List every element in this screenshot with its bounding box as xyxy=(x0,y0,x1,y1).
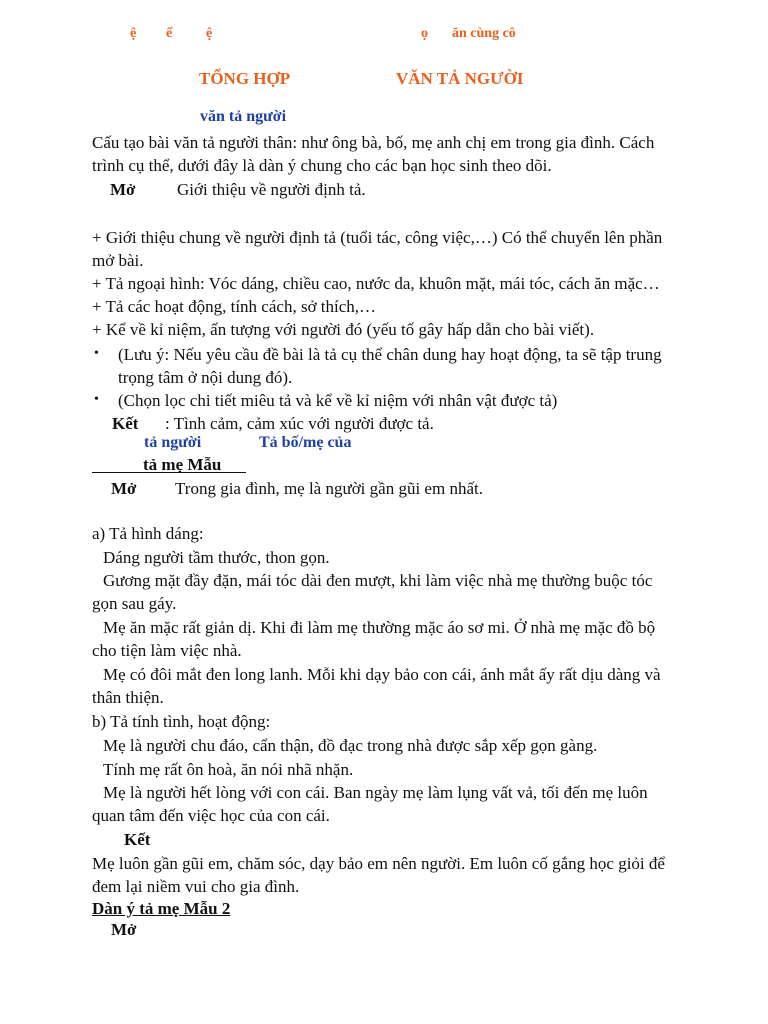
a-line-1: Dáng người tầm thước, thon gọn. xyxy=(103,548,330,567)
header-right-a: ọ xyxy=(421,26,428,41)
b-heading: b) Tả tính tình, hoạt động: xyxy=(92,712,271,731)
ket-label-1: Kết xyxy=(112,414,139,433)
note-line-2: trọng tâm ở nội dung đó). xyxy=(118,368,293,387)
title-right: VĂN TẢ NGƯỜI xyxy=(396,69,524,88)
intro-line-1: Cấu tạo bài văn tả người thân: như ông bà, bố, mẹ anh chị em trong gia đình. Cách xyxy=(92,133,655,152)
a-line-3: gọn sau gáy. xyxy=(92,594,177,613)
a-line-4: Mẹ ăn mặc rất giản dị. Khi đi làm mẹ thường mặc áo sơ mi. Ở nhà mẹ mặc đồ bộ xyxy=(103,618,656,637)
intro-line-2: trình cụ thể, dưới đây là dàn ý chung cho các bạn học sinh theo dõi. xyxy=(92,156,552,175)
ket-text-1: : Tình cảm, cảm xúc với người được tả. xyxy=(165,414,434,433)
section2-sub-right: Tả bố/mẹ của xyxy=(259,434,352,451)
b-line-2: Tính mẹ rất ôn hoà, ăn nói nhã nhặn. xyxy=(103,760,354,779)
bullet-dot-2: • xyxy=(94,392,99,407)
section2-sub-left: tả người xyxy=(144,434,202,451)
outline-item-4: + Kể về kỉ niệm, ấn tượng với người đó (yếu tố gây hấp dẫn cho bài viết). xyxy=(92,320,595,339)
section3-heading: Dàn ý tả mẹ Mẫu 2 xyxy=(92,899,231,918)
section2-rule xyxy=(92,472,246,473)
ket-line-2: đem lại niềm vui cho gia đình. xyxy=(92,877,300,896)
title-left: TỔNG HỢP xyxy=(199,69,291,88)
mo-text-2: Trong gia đình, mẹ là người gần gũi em nhất. xyxy=(175,479,483,498)
a-heading: a) Tả hình dáng: xyxy=(92,524,204,543)
mo-text-1: Giới thiệu về người định tả. xyxy=(177,180,366,199)
header-right-b: ăn cùng cô xyxy=(452,26,516,41)
b-line-4: quan tâm đến việc học của con cái. xyxy=(92,806,330,825)
mo-label-3: Mở xyxy=(111,920,137,939)
ket-label-2: Kết xyxy=(124,830,151,849)
bullet-dot-1: • xyxy=(94,346,99,361)
header-mark-2: ế xyxy=(166,26,173,41)
outline-item-2: + Tả ngoại hình: Vóc dáng, chiều cao, nước da, khuôn mặt, mái tóc, cách ăn mặc… xyxy=(92,274,660,293)
note-line-1: (Lưu ý: Nếu yêu cầu đề bài là tả cụ thể chân dung hay hoạt động, ta sẽ tập trung xyxy=(118,345,662,364)
outline-item-1: + Giới thiệu chung về người định tả (tuổi tác, công việc,…) Có thể chuyển lên phần xyxy=(92,228,663,247)
ket-line-1: Mẹ luôn gần gũi em, chăm sóc, dạy bảo em nên người. Em luôn cố gắng học giỏi để xyxy=(92,854,665,873)
header-mark-1: ệ xyxy=(130,26,137,41)
b-line-3: Mẹ là người hết lòng với con cái. Ban ngày mẹ làm lụng vất vả, tối đến mẹ luôn xyxy=(103,783,648,802)
section2-sample-label: tả mẹ Mẫu xyxy=(143,455,222,474)
a-line-2: Gương mặt đầy đặn, mái tóc dài đen mượt, khi làm việc nhà mẹ thường buộc tóc xyxy=(103,571,653,590)
a-line-5: cho tiện làm việc nhà. xyxy=(92,641,242,660)
note-line-3: (Chọn lọc chi tiết miêu tả và kể về kỉ niệm với nhân vật được tả) xyxy=(118,391,558,410)
b-line-1: Mẹ là người chu đáo, cẩn thận, đồ đạc trong nhà được sắp xếp gọn gàng. xyxy=(103,736,598,755)
a-line-7: thân thiện. xyxy=(92,688,164,707)
outline-item-3: + Tả các hoạt động, tính cách, sở thích,… xyxy=(92,297,377,316)
outline-item-1b: mở bài. xyxy=(92,251,144,270)
mo-label-1: Mở xyxy=(110,180,136,199)
header-mark-3: ệ xyxy=(206,26,213,41)
mo-label-2: Mở xyxy=(111,479,137,498)
section1-subtitle: văn tả người xyxy=(200,108,287,125)
a-line-6: Mẹ có đôi mắt đen long lanh. Mỗi khi dạy bảo con cái, ánh mắt ấy rất dịu dàng và xyxy=(103,665,661,684)
